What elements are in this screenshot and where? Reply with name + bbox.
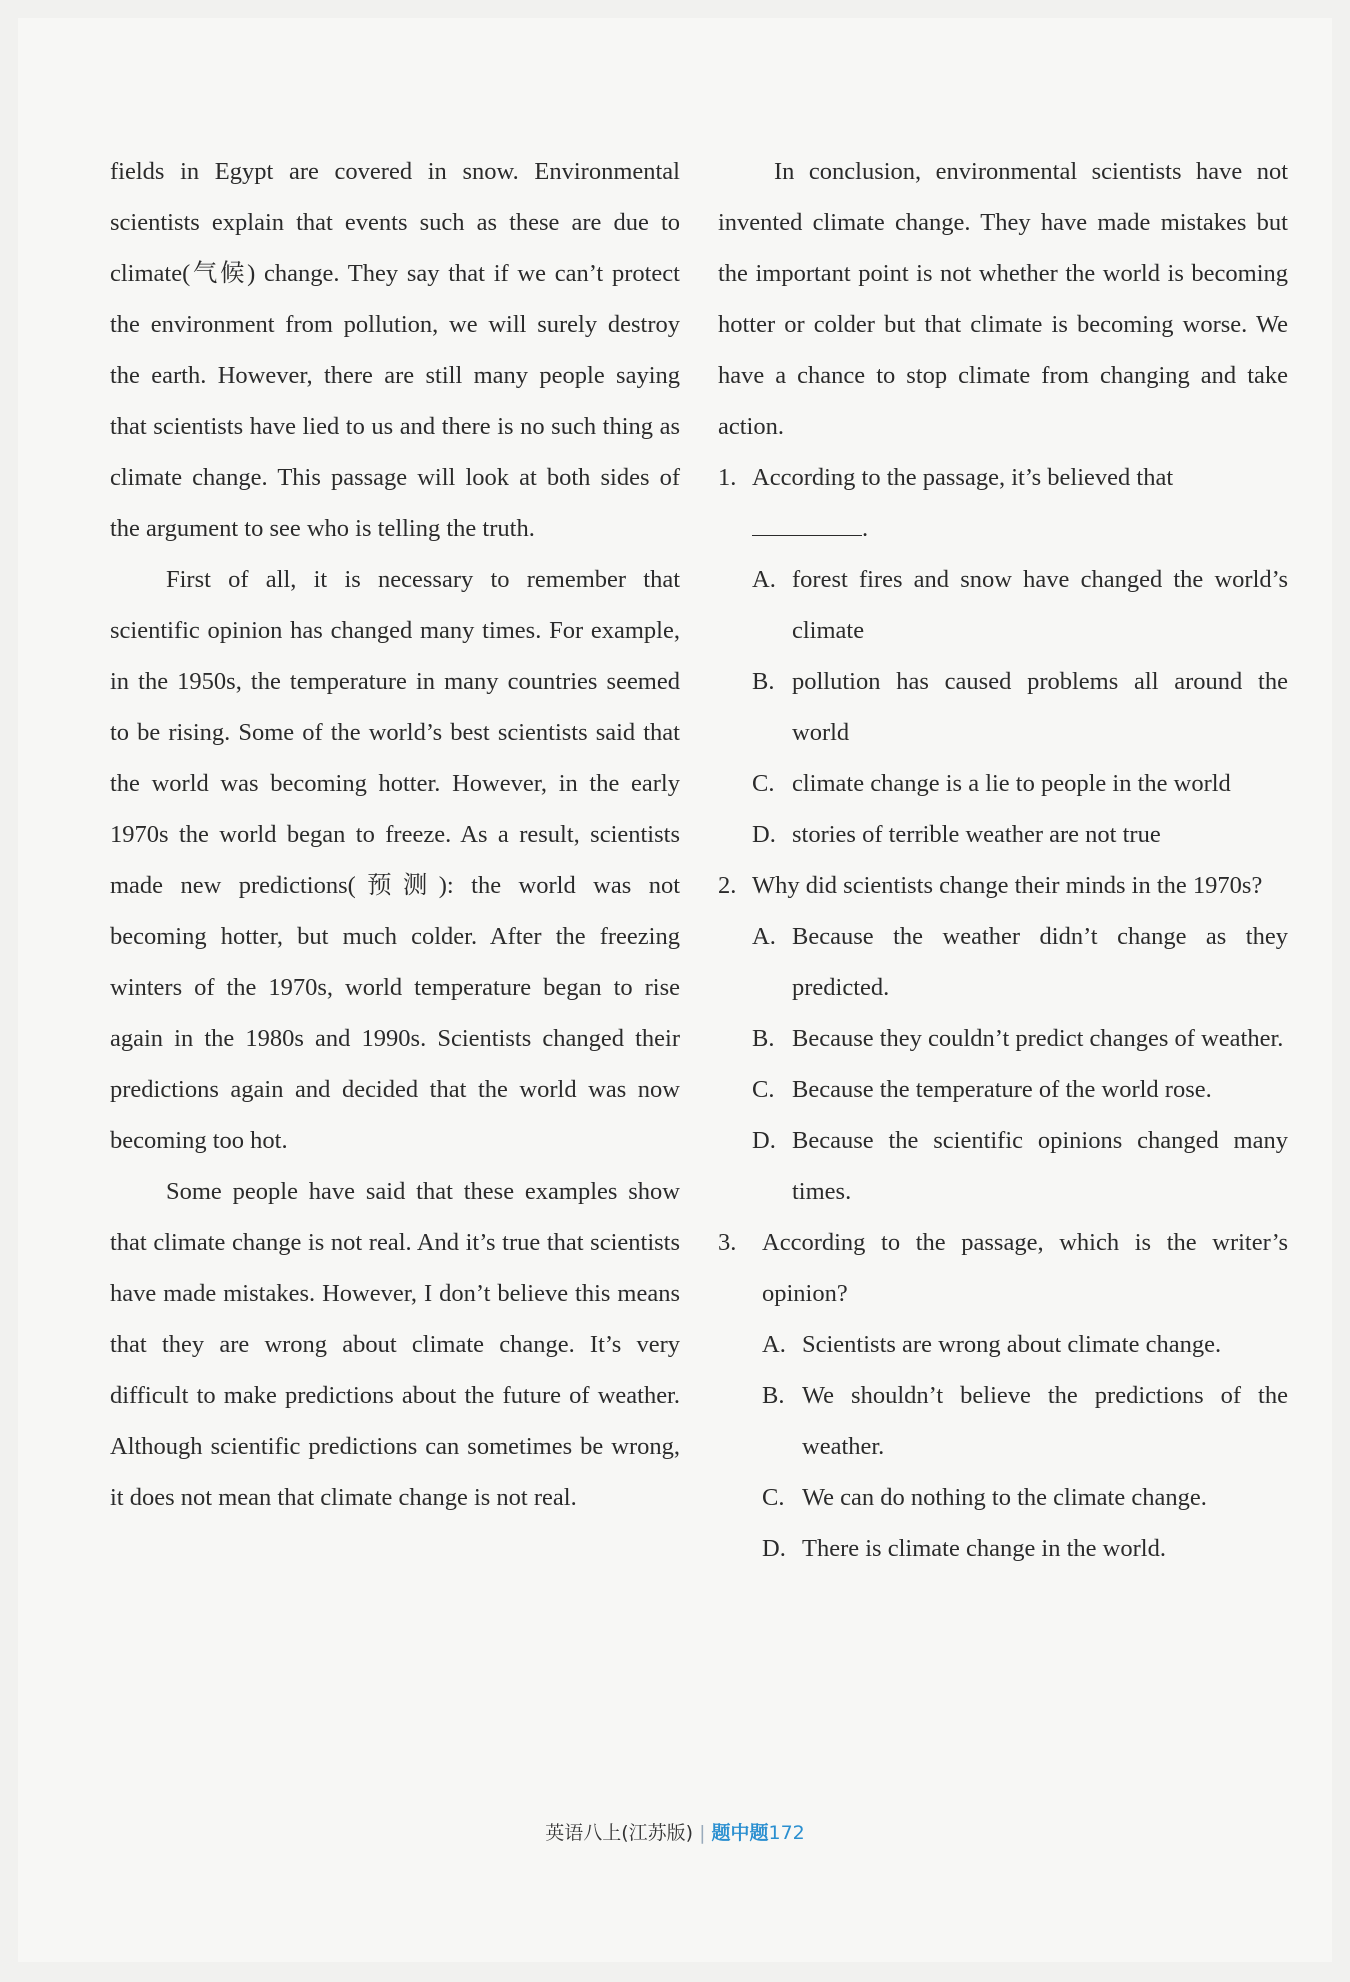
book-title: 英语八上(江苏版) (545, 1822, 694, 1844)
question-2-option-c: C. Because the temperature of the world rose. (752, 1076, 1212, 1103)
question-2-option-b: B. Because they couldn’t predict changes of weather. (752, 1025, 1284, 1052)
passage-paragraph-1: fields in Egypt are covered in snow. Environmental scientists explain that events such as these are due to climate(气候) change. They say that if we can’t protect the environment from pollution, we will surely destroy the earth. However, there are still many people saying that scientists have lied to us and there is no such thing as climate change. This passage will look at both sides of the argument to see who is telling the truth. (110, 158, 680, 542)
footer-divider: | (699, 1822, 706, 1844)
right-column (718, 146, 1288, 1574)
question-3-option-b: B. We shouldn’t believe the predictions of the weather. (762, 1382, 1288, 1460)
left-column (110, 146, 680, 1523)
question-number: 2. (718, 872, 737, 899)
question-1-option-d: D. stories of terrible weather are not true (752, 821, 1161, 848)
page-number: 172 (768, 1822, 805, 1844)
passage-paragraph-3: Some people have said that these examples show that climate change is not real. And it’s true that scientists have made mistakes. However, I don’t believe this means that they are wrong about climate change. It’s very difficult to make predictions about the future of weather. Although scientific predictions can sometimes be wrong, it does not mean that climate change is not real. (110, 1178, 680, 1511)
question-1-option-a: A. forest fires and snow have changed the world’s climate (752, 566, 1288, 644)
question-3 (718, 1217, 1288, 1319)
question-2-option-d: D. Because the scientific opinions changed many times. (752, 1127, 1288, 1205)
question-1-option-c: C. climate change is a lie to people in the world (752, 770, 1231, 797)
page (18, 18, 1332, 1962)
question-3-option-d: D. There is climate change in the world. (762, 1535, 1166, 1562)
question-3-option-c: C. We can do nothing to the climate change. (762, 1484, 1207, 1511)
question-stem: Why did scientists change their minds in the 1970s? (752, 872, 1263, 899)
question-2-option-a: A. Because the weather didn’t change as they predicted. (752, 923, 1288, 1001)
question-2 (718, 860, 1288, 911)
passage-paragraph-2: First of all, it is necessary to remember that scientific opinion has changed many times. For example, in the 1950s, the temperature in many countries seemed to be rising. Some of the world’s best scientists said that the world was becoming hotter. However, in the early 1970s the world began to freeze. As a result, scientists made new predictions(预测): the world was not becoming hotter, but much colder. After the freezing winters of the 1970s, world temperature began to rise again in the 1980s and 1990s. Scientists changed their predictions again and decided that the world was now becoming too hot. (110, 566, 680, 1154)
question-stem: According to the passage, it’s believed that . (752, 464, 1174, 542)
passage-conclusion: In conclusion, environmental scientists have not invented climate change. They have made mistakes but the important point is not whether the world is becoming hotter or colder but that climate is becoming worse. We have a chance to stop climate from changing and take action. (718, 158, 1288, 440)
question-3-option-a: A. Scientists are wrong about climate change. (762, 1331, 1222, 1358)
question-stem: According to the passage, which is the writer’s opinion? (762, 1229, 1288, 1307)
question-1 (718, 452, 1288, 554)
question-1-option-b: B. pollution has caused problems all around the world (752, 668, 1288, 746)
answer-blank (752, 513, 862, 536)
page-footer (18, 1818, 1332, 1845)
question-number: 1. (718, 464, 737, 491)
series-brand: 题中题 (711, 1822, 769, 1844)
question-number: 3. (718, 1229, 737, 1256)
